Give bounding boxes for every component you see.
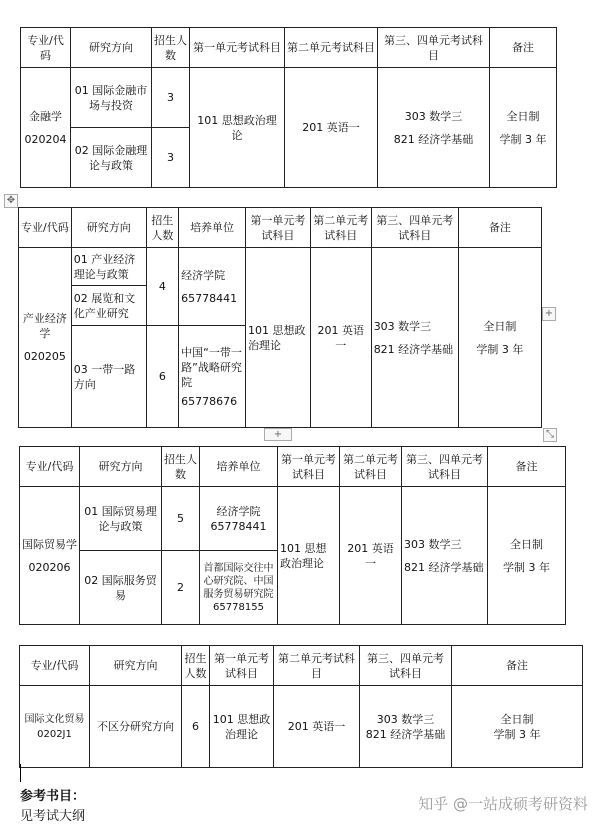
text-cursor (20, 764, 21, 782)
unit1-cell: 101 思想政治理论 (210, 686, 274, 768)
unit34-line2: 821 经济学基础 (393, 132, 474, 146)
unit34-line1: 303 数学三 (376, 712, 435, 726)
major-cell (21, 68, 71, 188)
plus-icon[interactable]: + (264, 428, 292, 441)
note-line1: 全日制 (510, 537, 543, 551)
training-unit-phone: 65778441 (210, 519, 267, 533)
table-industrial-economics (18, 207, 542, 428)
header-unit2: 第二单元考试科目 (285, 28, 378, 68)
unit34-line1: 303 数学三 (404, 109, 463, 123)
references-title: 参考书目： (20, 789, 86, 804)
table-international-trade (19, 446, 566, 625)
header-unit2: 第二单元考试科目 (340, 447, 402, 487)
note-cell (452, 686, 583, 768)
unit34-line1: 303 数学三 (404, 537, 462, 551)
note-line1: 全日制 (506, 109, 540, 123)
direction-cell: 02 国际服务贸易 (80, 551, 162, 625)
quota-cell: 3 (152, 68, 190, 128)
quota-cell: 2 (162, 551, 200, 625)
unit34-line2: 821 经济学基础 (373, 342, 454, 356)
header-unit34: 第三、四单元考试科目 (371, 208, 458, 248)
plus-icon[interactable]: + (542, 307, 556, 321)
major-cell (20, 487, 80, 625)
header-note: 备注 (488, 447, 566, 487)
direction-cell: 不区分研究方向 (90, 686, 182, 768)
header-unit1: 第一单元考试科目 (210, 646, 274, 686)
references-text: 见考试大纲 (20, 809, 86, 824)
major-name: 国际贸易学 (22, 537, 77, 551)
quota-cell: 6 (146, 326, 178, 428)
header-major-code: 专业/代码 (20, 646, 90, 686)
header-direction: 研究方向 (80, 447, 162, 487)
major-name: 金融学 (29, 109, 62, 123)
move-handle-icon[interactable]: ✥ (4, 194, 18, 208)
direction-cell: 01 产业经济理论与政策 (71, 248, 146, 286)
note-line2: 学制 3 年 (499, 132, 547, 146)
header-unit1: 第一单元考试科目 (278, 447, 340, 487)
unit1-cell: 101 思想政治理论 (190, 68, 285, 188)
training-unit-name: 经济学院 (181, 268, 226, 282)
major-name: 国际文化贸易 (24, 713, 85, 725)
header-note: 备注 (452, 646, 583, 686)
header-major-code: 专业/代码 (21, 28, 71, 68)
direction-cell: 01 国际金融市场与投资 (71, 68, 152, 128)
unit34-line2: 821 经济学基础 (365, 727, 446, 741)
header-training-unit: 培养单位 (200, 447, 278, 487)
header-direction: 研究方向 (71, 28, 152, 68)
header-unit1: 第一单元考试科目 (246, 208, 311, 248)
resize-handle-icon[interactable]: ⤡ (543, 428, 557, 442)
training-unit-cell (179, 326, 246, 428)
header-major-code: 专业/代码 (19, 208, 72, 248)
quota-cell: 6 (182, 686, 210, 768)
header-unit34: 第三、四单元考试科目 (360, 646, 452, 686)
table-international-cultural-trade (19, 645, 583, 768)
note-line2: 学制 3 年 (476, 342, 524, 356)
unit2-cell: 201 英语一 (274, 686, 360, 768)
note-cell (490, 68, 557, 188)
major-cell (19, 248, 72, 428)
direction-cell: 03 一带一路方向 (71, 326, 146, 428)
note-line1: 全日制 (500, 712, 534, 726)
header-direction: 研究方向 (90, 646, 182, 686)
training-unit-name: 中国“一带一路”战略研究院 (181, 345, 242, 389)
major-cell (20, 686, 90, 768)
quota-cell: 5 (162, 487, 200, 551)
watermark: 知乎 @一站成硕考研资料 (418, 795, 588, 813)
table-finance (20, 27, 557, 188)
header-unit34: 第三、四单元考试科目 (402, 447, 488, 487)
note-line2: 学制 3 年 (493, 727, 541, 741)
header-quota: 招生人数 (162, 447, 200, 487)
unit34-cell (360, 686, 452, 768)
header-unit34: 第三、四单元考试科目 (378, 28, 490, 68)
unit34-cell (402, 487, 488, 625)
direction-cell: 02 国际金融理论与政策 (71, 128, 152, 188)
header-major-code: 专业/代码 (20, 447, 80, 487)
note-line1: 全日制 (483, 319, 517, 333)
header-direction: 研究方向 (71, 208, 146, 248)
major-name: 产业经济学 (22, 312, 67, 340)
quota-cell: 4 (146, 248, 178, 326)
header-note: 备注 (490, 28, 557, 68)
unit1-cell: 101 思想政治理论 (246, 248, 311, 428)
unit2-cell: 201 英语一 (285, 68, 378, 188)
training-unit-cell (200, 487, 278, 551)
training-unit-name: 经济学院 (216, 504, 261, 518)
training-unit-phone: 65778441 (181, 291, 238, 305)
major-code: 0202J1 (37, 728, 72, 740)
quota-cell: 3 (152, 128, 190, 188)
unit34-cell (371, 248, 458, 428)
header-quota: 招生人数 (182, 646, 210, 686)
major-code: 020206 (28, 560, 71, 574)
header-training-unit: 培养单位 (179, 208, 246, 248)
major-code: 020205 (23, 350, 66, 363)
unit2-cell: 201 英语一 (310, 248, 371, 428)
header-unit2: 第二单元考试科目 (274, 646, 360, 686)
training-unit-name: 首都国际交往中心研究院、中国服务贸易研究院 (203, 562, 274, 600)
header-note: 备注 (458, 208, 541, 248)
direction-cell: 01 国际贸易理论与政策 (80, 487, 162, 551)
header-quota: 招生人数 (152, 28, 190, 68)
unit34-line2: 821 经济学基础 (404, 560, 484, 574)
unit34-cell (378, 68, 490, 188)
unit34-line1: 303 数学三 (373, 319, 432, 333)
note-cell (458, 248, 541, 428)
unit1-cell: 101 思想政治理论 (278, 487, 340, 625)
unit2-cell: 201 英语一 (340, 487, 402, 625)
training-unit-phone: 65778676 (181, 394, 238, 408)
header-unit1: 第一单元考试科目 (190, 28, 285, 68)
training-unit-cell (200, 551, 278, 625)
training-unit-phone: 65778155 (213, 601, 264, 613)
header-unit2: 第二单元考试科目 (310, 208, 371, 248)
training-unit-cell (179, 248, 246, 326)
major-code: 020204 (24, 132, 67, 146)
note-line2: 学制 3 年 (503, 560, 550, 574)
note-cell (488, 487, 566, 625)
header-quota: 招生人数 (146, 208, 178, 248)
direction-cell: 02 展览和文化产业研究 (71, 286, 146, 326)
